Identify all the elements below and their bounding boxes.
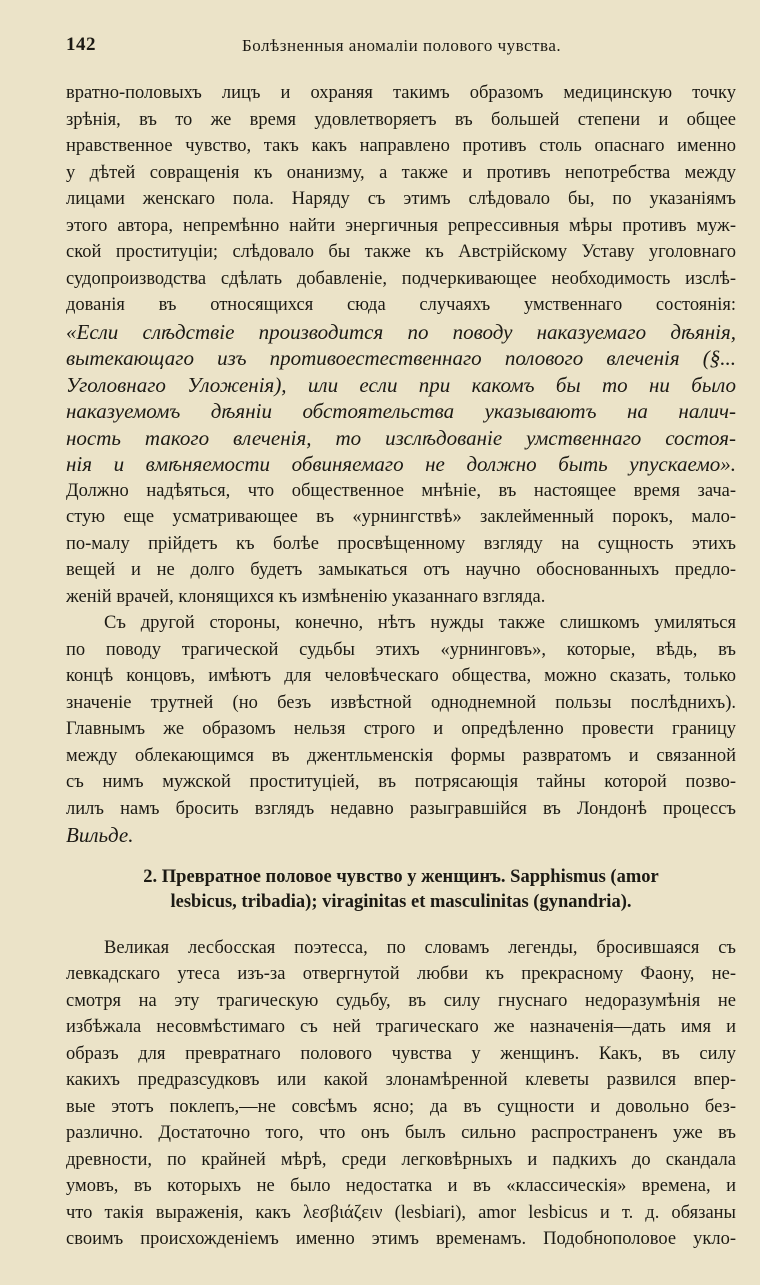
section-heading xyxy=(66,865,736,915)
text-line: ской проституціи; слѣдовало бы также къ Австрійскому Уставу уголовнаго xyxy=(66,242,736,262)
text-line: у дѣтей совращенія къ онанизму, а также и противъ непотребства между xyxy=(66,162,736,183)
body-text xyxy=(66,80,736,1253)
text-line: между облекающимся въ джентльменскія формы развратомъ и связанной xyxy=(66,745,736,766)
text-line: различно. Достаточно того, что онъ былъ сильно распространенъ уже въ xyxy=(66,1123,736,1143)
text-line: нравственное чувство, такъ какъ направлено противъ столь опаснаго именно xyxy=(66,136,736,156)
text-line: концѣ концовъ, имѣютъ для человѣческаго общества, можно сказать, только xyxy=(66,666,736,686)
text-line: по-малу прійдетъ къ болѣе просвѣщенному взгляду на сущность этихъ xyxy=(66,533,736,554)
text-line: образъ для превратнаго полового чувства у женщинъ. Какъ, въ силу xyxy=(66,1043,736,1064)
text-line: дованія въ относящихся сюда случаяхъ умственнаго состоянія: xyxy=(66,295,736,315)
text-line: по поводу трагической судьбы этихъ «урнинговъ», которые, вѣдь, въ xyxy=(66,639,736,660)
text-line: Должно надѣяться, что общественное мнѣніе, въ настоящее время зача- xyxy=(66,480,736,501)
text-line: смотря на эту трагическую судьбу, въ силу гнуснаго недоразумѣнія не xyxy=(66,990,736,1011)
italic-quote-line: «Если слѣдствіе производится по поводу наказуемаго дѣянія, xyxy=(66,319,736,344)
text-line: стую еще усматривающее въ «урнингствѣ» заклейменный порокъ, мало- xyxy=(66,507,736,527)
text-line: Великая лесбосская поэтесса, по словамъ легенды, бросившаяся съ xyxy=(104,937,736,958)
text-line: судопроизводства сдѣлать добавленіе, подчеркивающее необходимость изслѣ- xyxy=(66,268,736,289)
italic-quote-line: наказуемомъ дѣяніи обстоятельства указываютъ на налич- xyxy=(66,399,736,423)
text-line: значеніе трутней (но безъ извѣстной одноднемной пользы послѣднихъ). xyxy=(66,692,736,713)
text-line: древности, по крайней мѣрѣ, среди легковѣрныхъ и падкихъ до скандала xyxy=(66,1149,736,1170)
italic-quote-line: вытекающаго изъ противоестественнаго полового влеченія (§... xyxy=(66,346,736,370)
italic-text-line: Вильде. xyxy=(66,823,134,847)
text-line: своимъ происхожденіемъ именно этимъ временамъ. Подобнополовое укло- xyxy=(66,1229,736,1249)
text-line: умовъ, въ которыхъ не было недостатка и въ «классическія» времена, и xyxy=(66,1176,736,1196)
italic-quote-line: Уголовнаго Уложенія), или если при какомъ бы то ни было xyxy=(66,372,736,397)
text-line: левкадскаго утеса изъ-за отвергнутой любви къ прекрасному Фаону, не- xyxy=(66,964,736,984)
text-line: вратно-половыхъ лицъ и охраняя такимъ образомъ медицинскую точку xyxy=(66,83,736,103)
text-line: зрѣнія, въ то же время удовлетворяетъ въ большей степени и общее xyxy=(66,109,736,130)
text-line: лилъ намъ бросить взглядъ недавно разыгравшійся въ Лондонѣ процессъ xyxy=(66,798,736,819)
text-line: что такія выраженія, какъ λεσβιάζειν (lesbiari), amor lesbicus и т. д. обязаны xyxy=(66,1202,736,1223)
text-line: женій врачей, клонящихся къ измѣненію указаннаго взгляда. xyxy=(66,586,546,607)
page-number: 142 xyxy=(66,34,96,55)
page-header xyxy=(66,34,698,62)
italic-quote-line: ность такого влеченія, то изслѣдованіе умственнаго состоя- xyxy=(66,425,736,450)
running-title: Болѣзненныя аномаліи полового чувства. xyxy=(242,36,562,55)
text-line: избѣжала несовмѣстимаго съ ней трагическаго же назначенія—дать имя и xyxy=(66,1017,736,1037)
italic-quote-line: нія и вмѣняемости обвиняемаго не должно быть упускаемо». xyxy=(66,452,736,476)
text-line: лицами женскаго пола. Наряду съ этимъ слѣдовало бы, по указаніямъ xyxy=(66,189,736,209)
section-heading-line: 2. Превратное половое чувство у женщинъ. Sapphismus (amor xyxy=(143,866,659,887)
text-line: Главнымъ же образомъ нельзя строго и опредѣленно провести границу xyxy=(66,719,736,739)
section-heading-line: lesbicus, tribadia); viraginitas et masculinitas (gynandria). xyxy=(170,891,632,912)
text-line: вещей и не долго будетъ замыкаться отъ научно обоснованныхъ предло- xyxy=(66,560,736,580)
text-line: Съ другой стороны, конечно, нѣтъ нужды также слишкомъ умиляться xyxy=(104,613,736,633)
text-line: какихъ предразсудковъ или какой злонамѣренной клеветы развился впер- xyxy=(66,1070,736,1090)
text-line: этого автора, непремѣнно найти энергичныя репрессивныя мѣры противъ муж- xyxy=(66,215,736,236)
text-line: съ нимъ мужской проституціей, въ потрясающія тайны которой позво- xyxy=(66,772,736,792)
text-line: вые этотъ поклепъ,—не совсѣмъ ясно; да въ сущности и довольно без- xyxy=(66,1096,736,1117)
